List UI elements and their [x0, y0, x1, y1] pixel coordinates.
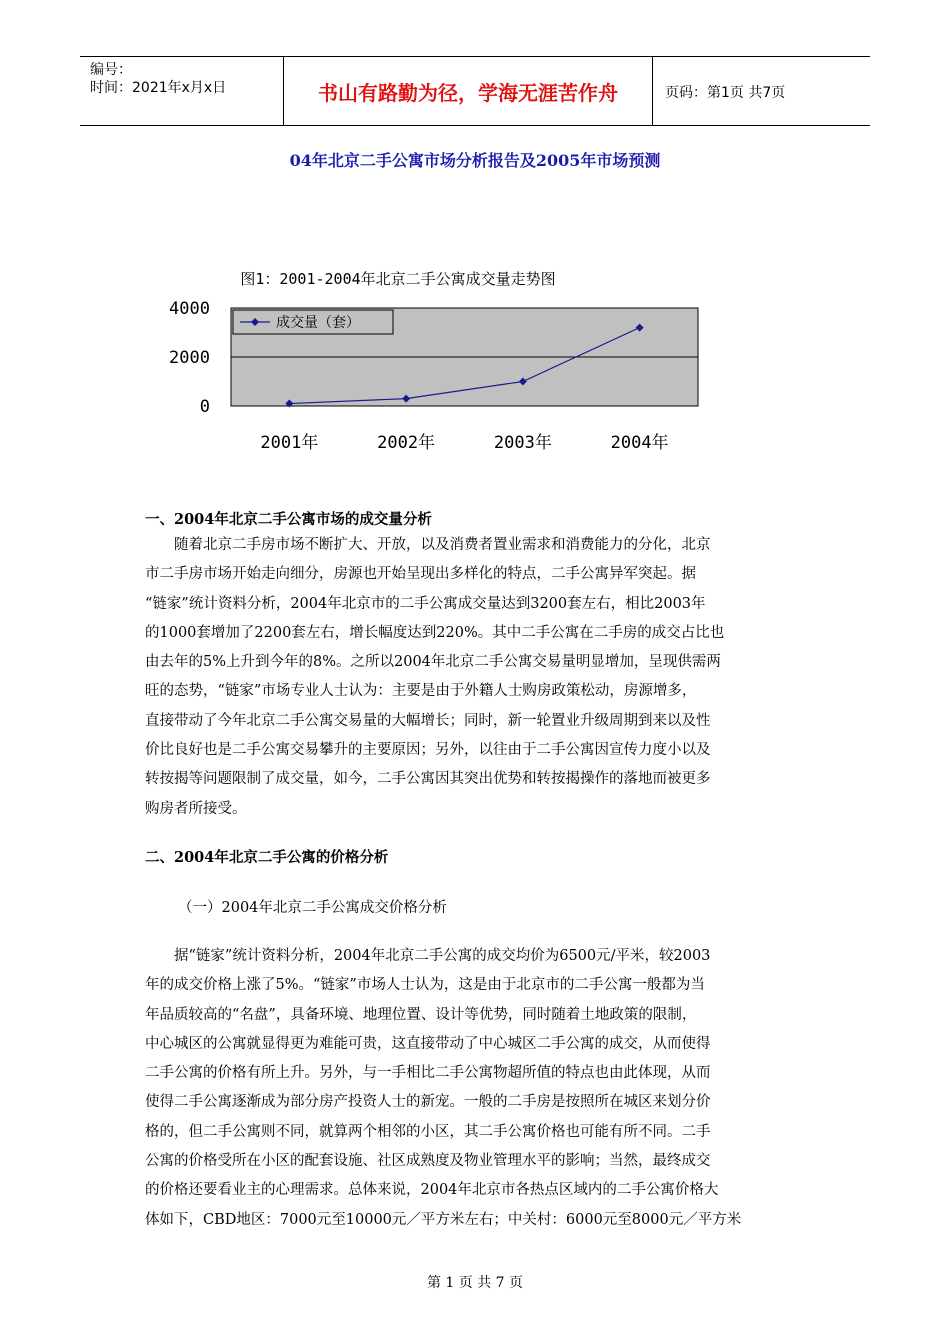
paragraph-line: 年的成交价格上涨了5%。“链家”市场人士认为，这是由于北京市的二手公寓一般都为当 [145, 977, 705, 994]
section1-paragraph [145, 531, 805, 824]
section1-heading: 一、2004年北京二手公寓市场的成交量分析 [145, 511, 432, 528]
paragraph-line: “链家”统计资料分析，2004年北京市的二手公寓成交量达到3200套左右，相比2003年 [145, 595, 706, 612]
paragraph-line: 年品质较高的“名盘”，具备环境、地理位置、设计等优势，同时随着土地政策的限制， [145, 1006, 697, 1023]
paragraph-line: 的1000套增加了2200套左右，增长幅度达到220%。其中二手公寓在二手房的成交占比也 [145, 624, 725, 641]
paragraph-line: 价比良好也是二手公寓交易攀升的主要原因；另外，以往由于二手公寓因宣传力度小以及 [145, 742, 711, 759]
code-label: 编号： [90, 62, 132, 78]
paragraph-line: 中心城区的公寓就显得更为难能可贵，这直接带动了中心城区二手公寓的成交，从而使得 [145, 1035, 711, 1052]
section2-paragraph [145, 942, 805, 1235]
header-page-info: 页码：第1页 共7页 [665, 85, 786, 101]
legend-series-label: 成交量（套） [276, 315, 360, 331]
time-label: 时间：2021年x月x日 [90, 80, 227, 96]
y-tick-label: 4000 [169, 299, 210, 319]
header-meta [90, 61, 226, 97]
x-tick-label: 2004年 [610, 433, 669, 453]
paragraph-line: 购房者所接受。 [145, 800, 247, 817]
header-motto-cell [283, 57, 653, 125]
x-tick-label: 2001年 [260, 433, 319, 453]
x-tick-label: 2003年 [493, 433, 552, 453]
paragraph-line: 市二手房市场开始走向细分，房源也开始呈现出多样化的特点，二手公寓异军突起。据 [145, 566, 696, 583]
paragraph-line: 直接带动了今年北京二手公寓交易量的大幅增长；同时，新一轮置业升级周期到来以及性 [145, 712, 711, 729]
paragraph-line: 使得二手公寓逐渐成为部分房产投资人士的新宠。一般的二手房是按照所在城区来划分价 [145, 1094, 711, 1111]
page-header [80, 56, 870, 126]
paragraph-line: 随着北京二手房市场不断扩大、开放，以及消费者置业需求和消费能力的分化，北京 [174, 537, 711, 553]
paragraph-line: 旺的态势，“链家”市场专业人士认为：主要是由于外籍人士购房政策松动，房源增多， [145, 683, 697, 700]
document-title: 04年北京二手公寓市场分析报告及2005年市场预测 [289, 151, 661, 170]
paragraph-line: 二手公寓的价格有所上升。另外，与一手相比二手公寓物超所值的特点也由此体现，从而 [145, 1065, 711, 1082]
y-tick-label: 0 [199, 397, 210, 417]
paragraph-line: 体如下，CBD地区：7000元至10000元／平方米左右；中关村：6000元至8000元／平方米 [145, 1211, 742, 1228]
page-footer: 第 1 页 共 7 页 [426, 1275, 524, 1291]
x-tick-label: 2002年 [377, 433, 436, 453]
y-axis-ticks [169, 299, 210, 417]
paragraph-line: 由去年的5%上升到今年的8%。之所以2004年北京二手公寓交易量明显增加，呈现供需两 [145, 654, 721, 671]
transaction-volume-chart [150, 262, 710, 462]
paragraph-line: 格的，但二手公寓则不同，就算两个相邻的小区，其二手公寓价格也可能有所不同。二手 [145, 1123, 711, 1140]
header-motto: 书山有路勤为径，学海无涯苦作舟 [318, 81, 618, 105]
paragraph-line: 的价格还要看业主的心理需求。总体来说，2004年北京市各热点区域内的二手公寓价格大 [145, 1182, 719, 1199]
paragraph-line: 据“链家”统计资料分析，2004年北京二手公寓的成交均价为6500元/平米，较2003 [174, 948, 711, 964]
y-tick-label: 2000 [169, 348, 210, 368]
x-axis-ticks [260, 432, 668, 453]
chart-legend [233, 310, 393, 334]
paragraph-line: 转按揭等问题限制了成交量，如今，二手公寓因其突出优势和转按揭操作的落地而被更多 [145, 771, 711, 788]
section2-heading: 二、2004年北京二手公寓的价格分析 [145, 849, 389, 866]
chart-title: 图1：2001-2004年北京二手公寓成交量走势图 [240, 270, 556, 288]
section2-subheading: （一）2004年北京二手公寓成交价格分析 [178, 900, 447, 916]
paragraph-line: 公寓的价格受所在小区的配套设施、社区成熟度及物业管理水平的影响；当然，最终成交 [145, 1153, 711, 1170]
